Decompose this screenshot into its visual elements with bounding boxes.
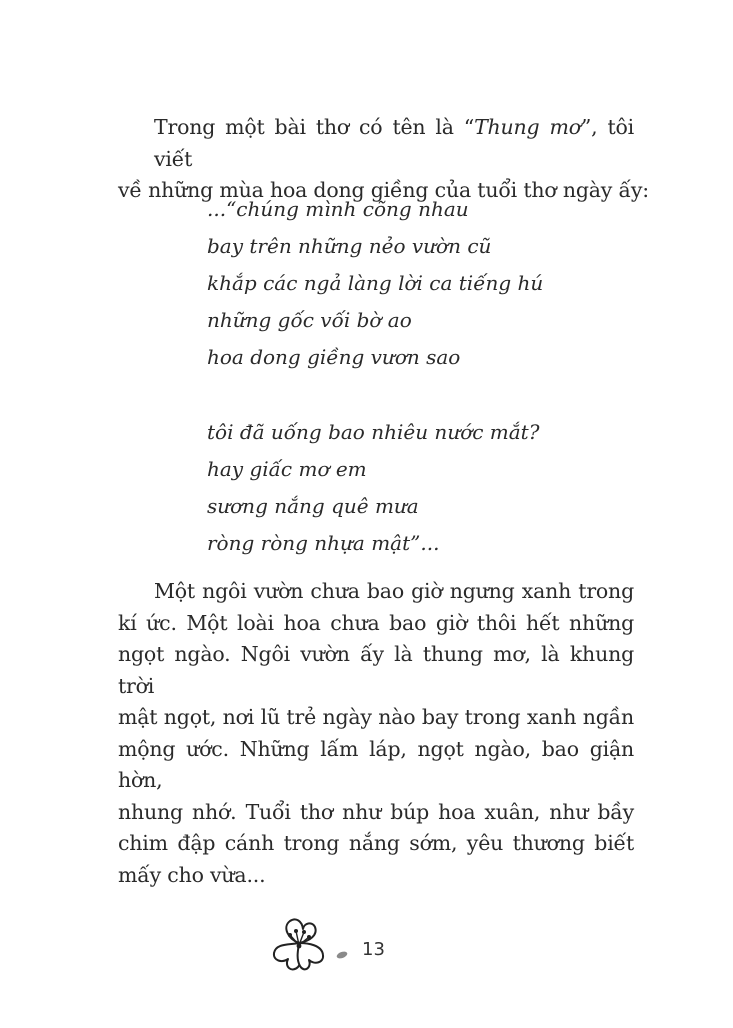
closing-line: ngọt ngào. Ngôi vườn ấy là thung mơ, là khung trời (118, 642, 634, 698)
petal-icon (336, 951, 348, 959)
closing-line: Một ngôi vườn chưa bao giờ ngưng xanh trong (154, 579, 634, 603)
closing-line: chim đập cánh trong nắng sớm, yêu thương biết (118, 831, 634, 855)
plum-blossom-icon (268, 915, 330, 977)
page-number: 13 (362, 939, 385, 960)
poem-line: sương nắng quê mưa (207, 494, 419, 518)
poem-line: bay trên những nẻo vườn cũ (207, 234, 492, 258)
poem-line: những gốc vối bờ ao (207, 308, 412, 332)
closing-line: nhung nhớ. Tuổi thơ như búp hoa xuân, như bầy (118, 799, 634, 824)
closing-line: mấy cho vừa... (118, 862, 266, 887)
intro-line-1 (118, 112, 634, 175)
closing-line: mộng ước. Những lấm láp, ngọt ngào, bao giận hờn, (118, 736, 634, 792)
closing-paragraph (118, 576, 634, 891)
poem-stanza-2 (207, 414, 627, 562)
intro-text-after: ”, tôi viết (154, 115, 634, 171)
closing-line: kí ức. Một loài hoa chưa bao giờ thôi hết những (118, 610, 634, 635)
poem-stanza-1 (207, 191, 627, 376)
poem-line: ...“chúng mình cõng nhau (207, 197, 469, 221)
poem-line: ròng ròng nhựa mật”... (207, 531, 440, 555)
intro-line-2: về những mùa hoa dong giềng của tuổi thơ ngày ấy: (118, 178, 649, 202)
poem-line: hoa dong giềng vươn sao (207, 345, 461, 369)
page-footer (268, 915, 408, 985)
poem-line: tôi đã uống bao nhiêu nước mắt? (207, 420, 540, 444)
poem-line: khắp các ngả làng lời ca tiếng hú (207, 271, 544, 295)
poem-title: Thung mơ (474, 115, 581, 139)
poem-line: hay giấc mơ em (207, 457, 367, 481)
closing-line: mật ngọt, nơi lũ trẻ ngày nào bay trong xanh ngần (118, 705, 634, 729)
intro-text-before: Trong một bài thơ có tên là “ (154, 115, 475, 139)
